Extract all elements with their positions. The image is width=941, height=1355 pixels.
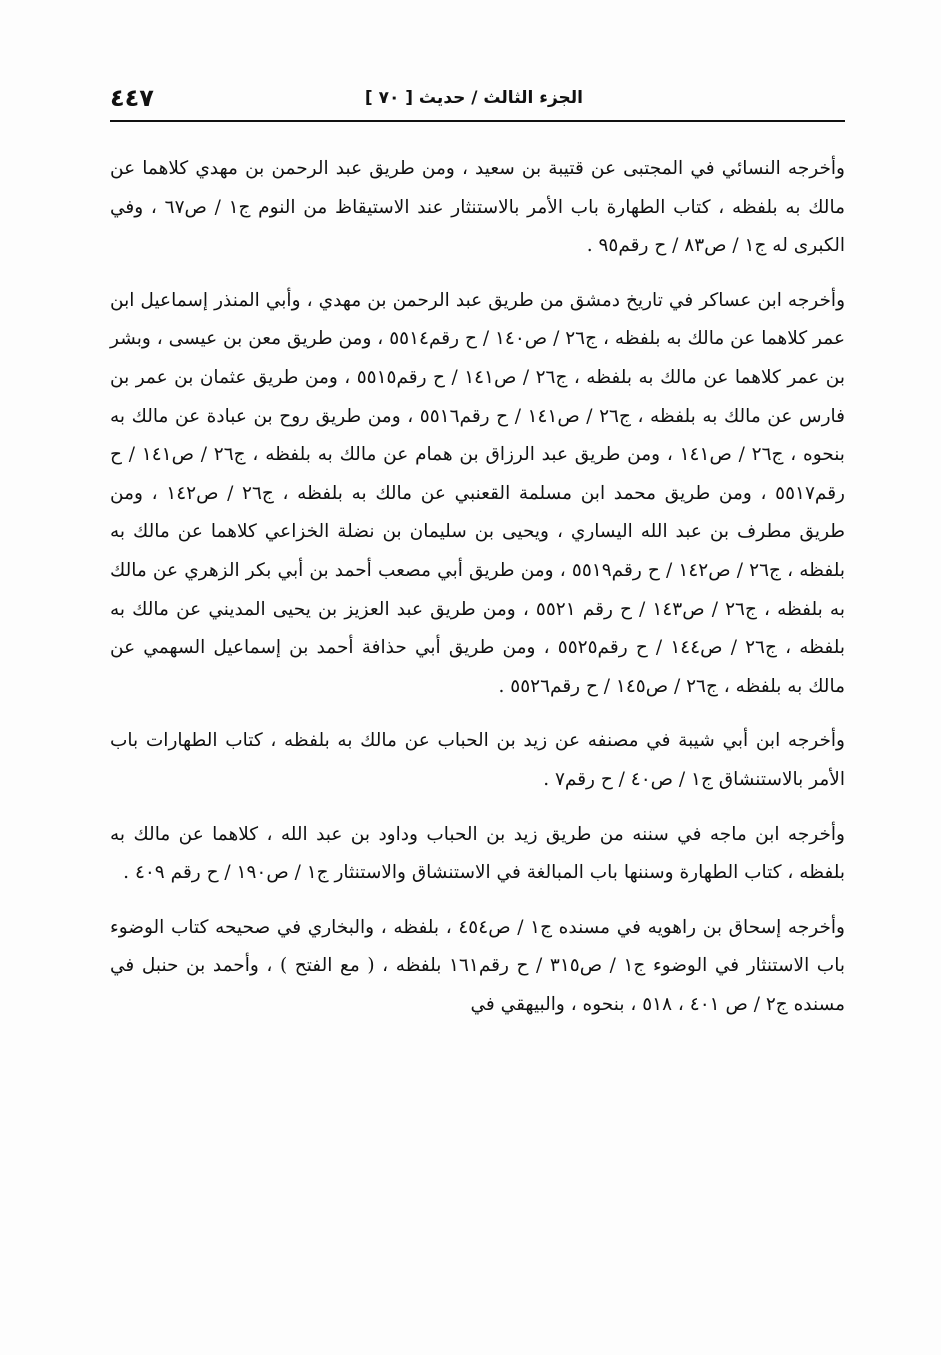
- running-title: الجزء الثالث / حديث [ ٧٠ ]: [364, 88, 583, 108]
- paragraph-ibn-majah: وأخرجه ابن ماجه في سننه من طريق زيد بن الحباب وداود بن عبد الله ، كلاهما عن مالك به بلفظه ، كتاب الطهارة وسننها باب المبالغة في الاستنشاق والاستنثار ج١ / ص١٩٠ / ح رقم ٤٠٩ .: [110, 823, 845, 884]
- paragraph-ibn-abi-shaybah: وأخرجه ابن أبي شيبة في مصنفه عن زيد بن الحباب عن مالك به بلفظه ، كتاب الطهارات باب الأمر بالاستنشاق ج١ / ص٤٠ / ح رقم٧ .: [110, 730, 845, 790]
- paragraph-ishaq-bukhari: وأخرجه إسحاق بن راهويه في مسنده ج١ / ص٤٥٤ ، بلفظه ، والبخاري في صحيحه كتاب الوضوء باب الاستنثار في الوضوء ج١ / ص٣١٥ / ح رقم١٦١ بلفظه ، ( مع الفتح ) ، وأحمد بن حنبل في مسنده ج٢ / ص ٤٠١ ، ٥١٨ ، بنحوه ، والبيهقي في: [110, 916, 845, 1015]
- header-rule: [110, 120, 845, 122]
- paragraph-ibn-asakir: وأخرجه ابن عساكر في تاريخ دمشق من طريق عبد الرحمن بن مهدي ، وأبي المنذر إسماعيل ابن عمر كلاهما عن مالك به بلفظه ، ج٢٦ / ص١٤٠ / ح رقم٥٥١٤ ، ومن طريق معن بن عيسى ، وبشر بن عمر كلاهما عن مالك به بلفظه ، ج٢٦ / ص١٤١ / ح رقم٥٥١٥ ، ومن طريق عثمان بن عمر بن فارس عن مالك به بلفظه ، ج٢٦ / ص١٤١ / ح رقم٥٥١٦ ، ومن طريق روح بن عبادة عن مالك به بنحوه ، ج٢٦ / ص١٤١ ، ومن طريق عبد الرزاق بن همام عن مالك به بلفظه ، ج٢٦ / ص١٤١ / ح رقم٥٥١٧ ، ومن طريق محمد ابن مسلمة القعنبي عن مالك به بلفظه ، ج٢٦ / ص١٤٢ ، ومن طريق مطرف بن عبد الله اليساري ، ويحيى بن سليمان بن نضلة الخزاعي كلاهما عن مالك به بلفظه ، ج٢٦ / ص١٤٢ / ح رقم٥٥١٩ ، ومن طريق أبي مصعب أحمد بن أبي بكر الزهري عن مالك به بلفظه ، ج٢٦ / ص١٤٣ / ح رقم ٥٥٢١ ، ومن طريق عبد العزيز بن يحيى المديني عن مالك به بلفظه ، ج٢٦ / ص١٤٤ / ح رقم٥٥٢٥ ، ومن طريق أبي حذافة أحمد بن إسماعيل السهمي عن مالك به بلفظه ، ج٢٦ / ص١٤٥ / ح رقم٥٥٢٦ .: [110, 289, 845, 697]
- page-body: [110, 150, 845, 1040]
- page-number: ٤٤٧: [110, 84, 154, 112]
- page-header: [110, 78, 845, 118]
- paragraph-nasai: وأخرجه النسائي في المجتبى عن قتيبة بن سعيد ، ومن طريق عبد الرحمن بن مهدي كلاهما عن مالك به بلفظه ، كتاب الطهارة باب الأمر بالاستنثار عند الاستيقاظ من النوم ج١ / ص٦٧ ، وفي الكبرى له ج١ / ص٨٣ / ح رقم٩٥ .: [110, 158, 845, 257]
